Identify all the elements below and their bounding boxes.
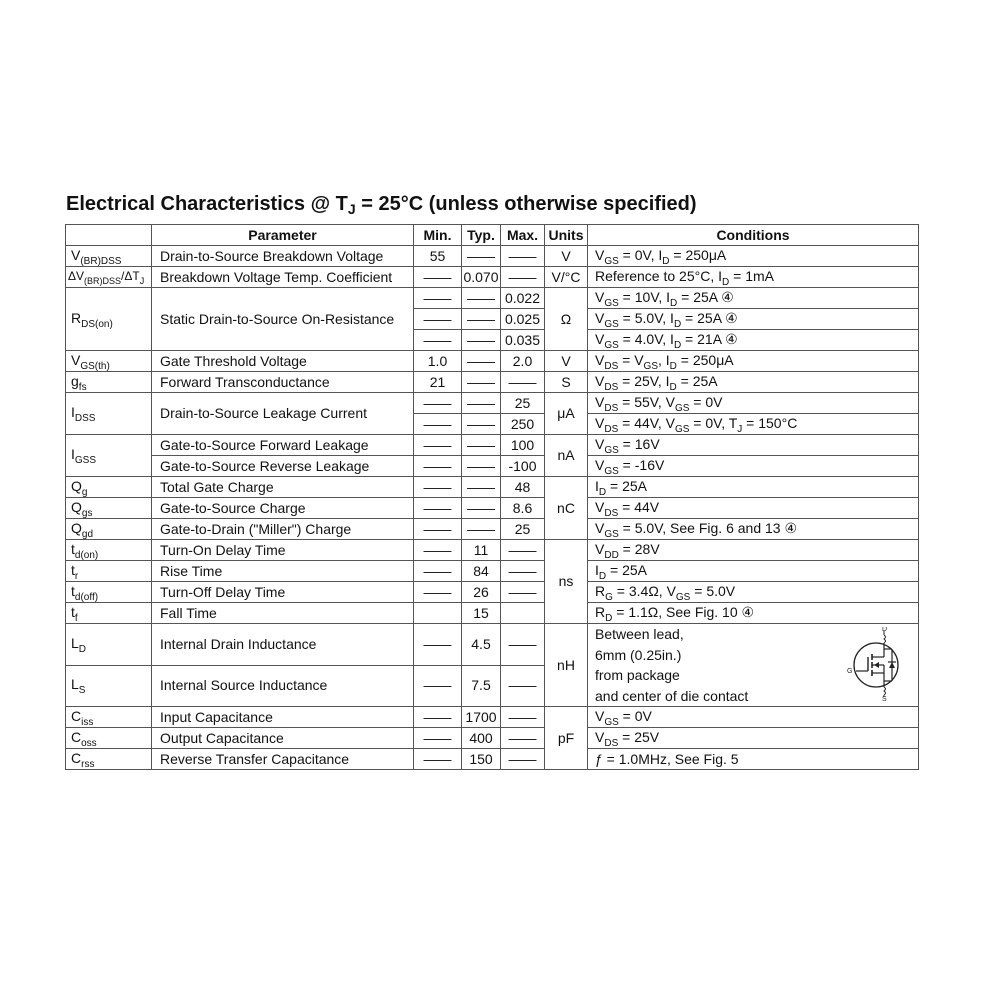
condition-text: V	[595, 540, 605, 557]
condition-subscript: GS	[604, 716, 619, 728]
condition-text: = 0V, T	[689, 414, 738, 431]
parameter-cell: Gate-to-Source Reverse Leakage	[152, 456, 414, 477]
conditions-cell	[588, 330, 919, 351]
max-cell: ——	[501, 728, 545, 749]
condition-text: V	[595, 435, 605, 452]
conditions-cell	[588, 561, 919, 582]
max-cell: 250	[501, 414, 545, 435]
symbol-cell: $Q_{gs}$	[66, 498, 152, 519]
conditions-cell	[588, 498, 919, 519]
condition-text: V	[595, 330, 605, 347]
max-cell: 25	[501, 393, 545, 414]
table-row	[66, 728, 919, 749]
condition-subscript: D	[598, 570, 607, 582]
typ-cell: ——	[462, 351, 501, 372]
condition-text: = 250μA	[669, 246, 727, 263]
table-row	[66, 540, 919, 561]
min-cell: ——	[414, 435, 462, 456]
condition-text: I	[595, 561, 599, 578]
condition-text: = 25V, I	[618, 372, 670, 389]
header-max: Max.	[501, 225, 545, 246]
typ-cell: 4.5	[462, 624, 501, 666]
parameter-cell: Internal Source Inductance	[152, 665, 414, 707]
condition-text: V	[595, 728, 605, 745]
max-cell: 0.025	[501, 309, 545, 330]
min-cell: 1.0	[414, 351, 462, 372]
typ-cell: ——	[462, 519, 501, 540]
condition-text: = 1mA	[729, 267, 774, 284]
typ-cell: 15	[462, 603, 501, 624]
typ-cell: 26	[462, 582, 501, 603]
table-row	[66, 351, 919, 372]
units-cell: V/°C	[545, 267, 588, 288]
table-row	[66, 603, 919, 624]
condition-text: = 44V, V	[618, 414, 675, 431]
condition-text: = 0V	[618, 707, 652, 724]
typ-cell: 11	[462, 540, 501, 561]
condition-subscript: DS	[604, 360, 619, 372]
header-symbol	[66, 225, 152, 246]
parameter-cell: Gate-to-Drain ("Miller") Charge	[152, 519, 414, 540]
typ-cell: 400	[462, 728, 501, 749]
symbol-cell: $L_S$	[66, 665, 152, 707]
condition-text: = 21A ④	[681, 330, 738, 347]
condition-text: = 25A	[606, 477, 647, 494]
symbol-cell: $Q_{gd}$	[66, 519, 152, 540]
symbol-cell: $g_{fs}$	[66, 372, 152, 393]
condition-text: = 250μA	[676, 351, 734, 368]
condition-text: = 0V, I	[618, 246, 663, 263]
max-cell: ——	[501, 707, 545, 728]
condition-subscript: GS	[604, 465, 619, 477]
parameter-cell: Input Capacitance	[152, 707, 414, 728]
units-cell: nA	[545, 435, 588, 477]
condition-text: = 28V	[618, 540, 660, 557]
condition-text: ƒ = 1.0MHz, See Fig. 5	[595, 750, 739, 767]
condition-text: = 150°C	[742, 414, 798, 431]
min-cell: ——	[414, 498, 462, 519]
inductance-conditions-cell	[588, 624, 919, 707]
max-cell: 25	[501, 519, 545, 540]
source-label: S	[882, 696, 887, 701]
min-cell: ——	[414, 749, 462, 770]
max-cell: ——	[501, 561, 545, 582]
condition-subscript: GS	[604, 297, 619, 309]
typ-cell: ——	[462, 246, 501, 267]
units-cell: Ω	[545, 288, 588, 351]
max-cell: 2.0	[501, 351, 545, 372]
condition-subscript: D	[673, 318, 682, 330]
max-cell: 100	[501, 435, 545, 456]
symbol-cell: $C_{oss}$	[66, 728, 152, 749]
condition-text: I	[595, 477, 599, 494]
condition-subscript: D	[605, 612, 613, 624]
electrical-characteristics-table	[65, 224, 919, 770]
conditions-cell	[588, 393, 919, 414]
parameter-cell: Gate-to-Source Forward Leakage	[152, 435, 414, 456]
units-cell: pF	[545, 707, 588, 770]
typ-cell: 1700	[462, 707, 501, 728]
conditions-cell	[588, 603, 919, 624]
condition-subscript: J	[737, 423, 743, 435]
units-cell: μA	[545, 393, 588, 435]
parameter-cell: Gate Threshold Voltage	[152, 351, 414, 372]
conditions-cell	[588, 309, 919, 330]
condition-text: V	[595, 372, 605, 389]
condition-text: Reference to 25°C, I	[595, 267, 722, 284]
conditions-cell	[588, 728, 919, 749]
condition-text: = 55V, V	[618, 393, 675, 410]
max-cell: 0.022	[501, 288, 545, 309]
typ-cell: ——	[462, 414, 501, 435]
parameter-cell: Total Gate Charge	[152, 477, 414, 498]
conditions-cell	[588, 749, 919, 770]
conditions-cell	[588, 582, 919, 603]
parameter-cell: Drain-to-Source Breakdown Voltage	[152, 246, 414, 267]
min-cell: ——	[414, 267, 462, 288]
table-row	[66, 707, 919, 728]
condition-subscript: GS	[604, 318, 619, 330]
condition-subscript: D	[669, 360, 677, 372]
condition-text: V	[595, 519, 605, 536]
min-cell: ——	[414, 582, 462, 603]
condition-text: R	[595, 603, 606, 620]
conditions-cell	[588, 707, 919, 728]
max-cell: 0.035	[501, 330, 545, 351]
condition-text: V	[595, 393, 605, 410]
min-cell: ——	[414, 540, 462, 561]
max-cell: ——	[501, 582, 545, 603]
condition-text: = 10V, I	[618, 288, 671, 305]
table-row	[66, 477, 919, 498]
condition-text: = 16V	[618, 435, 660, 452]
min-cell: ——	[414, 414, 462, 435]
min-cell	[414, 603, 462, 624]
condition-subscript: D	[669, 381, 677, 393]
symbol-cell: $C_{rss}$	[66, 749, 152, 770]
max-cell: ——	[501, 540, 545, 561]
condition-text: V	[595, 414, 605, 431]
table-row	[66, 624, 919, 666]
symbol-cell: $C_{iss}$	[66, 707, 152, 728]
typ-cell: ——	[462, 393, 501, 414]
condition-line: Between lead,	[595, 626, 684, 642]
symbol-cell: $L_D$	[66, 624, 152, 666]
min-cell: 55	[414, 246, 462, 267]
conditions-cell	[588, 540, 919, 561]
conditions-cell	[588, 435, 919, 456]
symbol-cell: $R_{DS(on)}$	[66, 288, 152, 351]
min-cell: ——	[414, 288, 462, 309]
condition-subscript: G	[605, 591, 613, 603]
table-row	[66, 267, 919, 288]
typ-cell: ——	[462, 477, 501, 498]
min-cell: ——	[414, 393, 462, 414]
typ-cell: ——	[462, 498, 501, 519]
condition-subscript: D	[662, 255, 670, 267]
typ-cell: ——	[462, 435, 501, 456]
condition-subscript: DD	[604, 549, 619, 561]
conditions-cell	[588, 477, 919, 498]
condition-subscript: D	[670, 297, 678, 309]
conditions-cell	[588, 267, 919, 288]
condition-text: = 0V	[689, 393, 723, 410]
table-row	[66, 393, 919, 414]
typ-cell: ——	[462, 309, 501, 330]
table-row	[66, 749, 919, 770]
symbol-cell: $V_{(BR)DSS}$	[66, 246, 152, 267]
max-cell: ——	[501, 749, 545, 770]
parameter-cell: Reverse Transfer Capacitance	[152, 749, 414, 770]
table-row	[66, 561, 919, 582]
typ-cell: ——	[462, 456, 501, 477]
min-cell: 21	[414, 372, 462, 393]
condition-subscript: GS	[674, 402, 690, 414]
min-cell: ——	[414, 624, 462, 666]
max-cell: 8.6	[501, 498, 545, 519]
table-row	[66, 435, 919, 456]
typ-cell: 84	[462, 561, 501, 582]
condition-text: = 25A ④	[677, 288, 734, 305]
conditions-cell	[588, 351, 919, 372]
condition-subscript: D	[673, 339, 682, 351]
header-conditions: Conditions	[588, 225, 919, 246]
condition-text: = -16V	[618, 456, 665, 473]
units-cell: nH	[545, 624, 588, 707]
parameter-cell: Fall Time	[152, 603, 414, 624]
parameter-cell: Turn-Off Delay Time	[152, 582, 414, 603]
parameter-cell: Breakdown Voltage Temp. Coefficient	[152, 267, 414, 288]
table-row	[66, 582, 919, 603]
condition-line: 6mm (0.25in.)	[595, 646, 682, 663]
condition-subscript: GS	[604, 528, 619, 540]
condition-text: = 3.4Ω, V	[612, 582, 676, 599]
header-row	[66, 225, 919, 246]
max-cell	[501, 603, 545, 624]
condition-text: V	[595, 246, 605, 263]
conditions-cell	[588, 414, 919, 435]
condition-text: V	[595, 309, 605, 326]
max-cell: 48	[501, 477, 545, 498]
symbol-cell: $Q_g$	[66, 477, 152, 498]
units-cell: V	[545, 351, 588, 372]
parameter-cell: Drain-to-Source Leakage Current	[152, 393, 414, 435]
header-units: Units	[545, 225, 588, 246]
condition-text: = 5.0V, See Fig. 6 and 13 ④	[618, 519, 798, 536]
header-typ: Typ.	[462, 225, 501, 246]
parameter-cell: Static Drain-to-Source On-Resistance	[152, 288, 414, 351]
min-cell: ——	[414, 707, 462, 728]
max-cell: -100	[501, 456, 545, 477]
min-cell: ——	[414, 456, 462, 477]
symbol-cell: $t_{d(on)}$	[66, 540, 152, 561]
max-cell: ——	[501, 246, 545, 267]
symbol-cell: $I_{DSS}$	[66, 393, 152, 435]
conditions-cell	[588, 372, 919, 393]
parameter-cell: Forward Transconductance	[152, 372, 414, 393]
parameter-cell: Rise Time	[152, 561, 414, 582]
parameter-cell: Output Capacitance	[152, 728, 414, 749]
typ-cell: ——	[462, 330, 501, 351]
conditions-cell	[588, 288, 919, 309]
condition-subscript: GS	[675, 591, 691, 603]
table-row	[66, 246, 919, 267]
parameter-cell: Gate-to-Source Charge	[152, 498, 414, 519]
gate-label: G	[847, 668, 853, 675]
condition-text: = 25A	[606, 561, 647, 578]
condition-text: = 25A ④	[681, 309, 738, 326]
max-cell: ——	[501, 665, 545, 707]
condition-subscript: D	[722, 276, 730, 288]
condition-subscript: D	[598, 486, 607, 498]
units-cell: ns	[545, 540, 588, 624]
min-cell: ——	[414, 728, 462, 749]
condition-subscript: GS	[604, 339, 619, 351]
condition-text: , I	[658, 351, 670, 368]
typ-cell: 150	[462, 749, 501, 770]
condition-subscript: GS	[604, 255, 619, 267]
min-cell: ——	[414, 665, 462, 707]
parameter-cell: Internal Drain Inductance	[152, 624, 414, 666]
condition-text: = 25V	[618, 728, 660, 745]
symbol-cell: $t_f$	[66, 603, 152, 624]
units-cell: S	[545, 372, 588, 393]
condition-text: V	[595, 456, 605, 473]
symbol-cell: $\Delta V_{(BR)DSS}/\Delta T_J$	[66, 267, 152, 288]
conditions-cell	[588, 456, 919, 477]
min-cell: ——	[414, 477, 462, 498]
condition-subscript: GS	[643, 360, 658, 372]
condition-text: V	[595, 351, 605, 368]
page-title: Electrical Characteristics @ $T_J = 25^\circ C$ (unless otherwise specified)	[66, 193, 697, 217]
drain-label: D	[882, 627, 888, 633]
units-cell: nC	[545, 477, 588, 540]
conditions-cell	[588, 246, 919, 267]
condition-subscript: DS	[604, 737, 619, 749]
condition-text: = 25A	[676, 372, 718, 389]
condition-subscript: DS	[604, 381, 619, 393]
typ-cell: 7.5	[462, 665, 501, 707]
typ-cell: 0.070	[462, 267, 501, 288]
table-row	[66, 372, 919, 393]
condition-subscript: GS	[674, 423, 690, 435]
symbol-cell: $t_r$	[66, 561, 152, 582]
conditions-cell	[588, 519, 919, 540]
typ-cell: ——	[462, 288, 501, 309]
max-cell: ——	[501, 372, 545, 393]
condition-subscript: GS	[604, 444, 619, 456]
condition-text: = 4.0V, I	[618, 330, 674, 347]
condition-text: R	[595, 582, 606, 599]
condition-text: = 44V	[618, 498, 660, 515]
symbol-cell: $V_{GS(th)}$	[66, 351, 152, 372]
parameter-cell: Turn-On Delay Time	[152, 540, 414, 561]
symbol-cell: $t_{d(off)}$	[66, 582, 152, 603]
max-cell: ——	[501, 624, 545, 666]
typ-cell: ——	[462, 372, 501, 393]
condition-text: V	[595, 498, 605, 515]
table-row	[66, 519, 919, 540]
condition-text: = 1.1Ω, See Fig. 10 ④	[612, 603, 755, 620]
condition-text: = V	[618, 351, 644, 368]
condition-subscript: DS	[604, 423, 619, 435]
header-min: Min.	[414, 225, 462, 246]
table-row	[66, 456, 919, 477]
condition-line: and center of die contact	[595, 687, 749, 704]
symbol-cell: $I_{GSS}$	[66, 435, 152, 477]
condition-text: = 5.0V	[690, 582, 736, 599]
table-row	[66, 288, 919, 309]
condition-text: V	[595, 288, 605, 305]
min-cell: ——	[414, 561, 462, 582]
min-cell: ——	[414, 309, 462, 330]
condition-line: from package	[595, 667, 680, 683]
condition-text: = 5.0V, I	[618, 309, 674, 326]
min-cell: ——	[414, 330, 462, 351]
condition-subscript: DS	[604, 402, 619, 414]
condition-subscript: DS	[604, 507, 619, 519]
mosfet-symbol-icon	[846, 627, 900, 701]
header-parameter: Parameter	[152, 225, 414, 246]
min-cell: ——	[414, 519, 462, 540]
max-cell: ——	[501, 267, 545, 288]
table-row	[66, 498, 919, 519]
units-cell: V	[545, 246, 588, 267]
condition-text: V	[595, 707, 605, 724]
